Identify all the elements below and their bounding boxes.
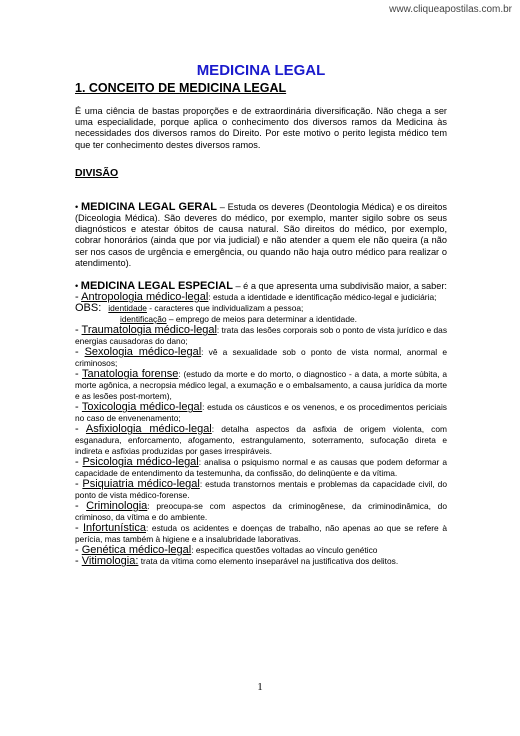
divisao-heading: DIVISÃO	[75, 166, 119, 179]
list-item: - Psicologia médico-legal: analisa o psiquismo normal e as causas que podem deformar a capacidade de entendimento da testemunha, da confissão, do delinqüente e da vítima.	[75, 456, 447, 479]
list-item: - Psiquiatria médico-legal: estuda transtornos mentais e problemas da capacidade civil, do ponto de vista médico-forense.	[75, 478, 447, 501]
term-psiquiatria: Psiquiatria médico-legal	[82, 478, 200, 491]
obs-block: OBS: identidade - caracteres que individualizam a pessoa; identificação – emprego de meios para determinar a identidade.	[75, 302, 357, 325]
term-tanatologia: Tanatologia forense	[81, 368, 179, 381]
list-item: - Genética médico-legal: especifica questões voltadas ao vínculo genético	[75, 544, 378, 557]
term-sexologia: Sexologia médico-legal	[84, 346, 202, 359]
especial-title: MEDICINA LEGAL ESPECIAL	[80, 280, 233, 293]
obs-label: OBS:	[75, 302, 102, 315]
site-url: www.cliqueapostilas.com.br	[389, 4, 512, 15]
list-item: - Tanatologia forense: (estudo da morte e do morto, o diagnostico - a data, a morte súbita, a morte agônica, a necropsia médico legal, a exumação e o embalsamento, a causa jurídica da morte e as lesões post-mortem),	[75, 368, 447, 402]
obs-term-identificacao: identificação	[120, 314, 167, 325]
term-toxicologia: Toxicologia médico-legal	[81, 401, 203, 414]
list-item: - Infortunística: estuda os acidentes e doenças de trabalho, não apenas ao que se refere à perícia, mas também à higiene e a insalubridade laborativas.	[75, 522, 447, 545]
section-heading: 1. CONCEITO DE MEDICINA LEGAL	[75, 81, 287, 95]
geral-title: MEDICINA LEGAL GERAL	[80, 200, 218, 213]
obs-term-identidade: identidade	[108, 303, 147, 314]
geral-text: – Estuda os deveres (Deontologia Médica) e os direitos (Diceologia Médica). São deveres do médico, por exemplo, manter sigilo sobre os seus diagnósticos e atestar óbitos de causa natural. São direitos do médico, por exemplo, cobrar honorários (ainda que por via judicial) e não atender a quem ele não queira (a não ser nos casos de urgência e emergência, ou quando não haja outro médico para realizar o atendimento).	[75, 201, 447, 268]
term-antropologia: Antropologia médico-legal	[81, 291, 209, 304]
bullet-icon: •	[75, 201, 79, 212]
term-vitimologia: Vitimologia:	[81, 555, 139, 568]
list-item: - Antropologia médico-legal: estuda a identidade e identificação médico-legal e judiciária;	[75, 291, 437, 304]
bullet-icon: •	[75, 281, 79, 292]
document-title: MEDICINA LEGAL	[196, 62, 326, 79]
list-item: - Criminologia: preocupa-se com aspectos da criminogênese, da criminodinâmica, do criminoso, da vítima e do ambiente.	[75, 500, 447, 523]
term-infortunistica: Infortunística	[83, 522, 146, 535]
term-psicologia: Psicologia médico-legal	[82, 456, 199, 469]
list-item: - Toxicologia médico-legal: estuda os cáusticos e os venenos, e os procedimentos periciais no caso de envenenamento;	[75, 401, 447, 424]
list-item: - Sexologia médico-legal: vê a sexualidade sob o ponto de vista normal, anormal e criminosos;	[75, 346, 447, 369]
page-number: 1	[257, 681, 263, 693]
term-genetica: Genética médico-legal	[81, 544, 192, 557]
term-criminologia: Criminologia	[86, 500, 148, 513]
section-paragraph: É uma ciência de bastas proporções e de extraordinária diversificação. Não chega a ser uma especialidade, porque aplica o conhecimento dos diversos ramos da Medicina às necessidades dos diversos ramos do Direito. Por este motivo o perito legista médico tem que ter conhecimento destes diversos ramos.	[75, 106, 447, 150]
term-asfixiologia: Asfixiologia médico-legal	[85, 423, 212, 436]
term-traumatologia: Traumatologia médico-legal	[81, 324, 217, 337]
especial-text: – é a que apresenta uma subdivisão maior, a saber:	[232, 281, 447, 292]
document-body	[75, 62, 447, 567]
list-item: - Vitimologia: trata da vítima como elemento inseparável na justificativa dos delitos.	[75, 555, 399, 568]
geral-paragraph	[75, 202, 447, 269]
list-item: - Asfixiologia médico-legal: detalha aspectos da asfixia de origem violenta, com esganadura, enforcamento, afogamento, estrangulamento, soterramento, sufocação direta e indireta e asfixias produzidas por gases irrespiráveis.	[75, 423, 447, 457]
list-item: - Traumatologia médico-legal: trata das lesões corporais sob o ponto de vista jurídico e das energias causadoras do dano;	[75, 324, 448, 347]
